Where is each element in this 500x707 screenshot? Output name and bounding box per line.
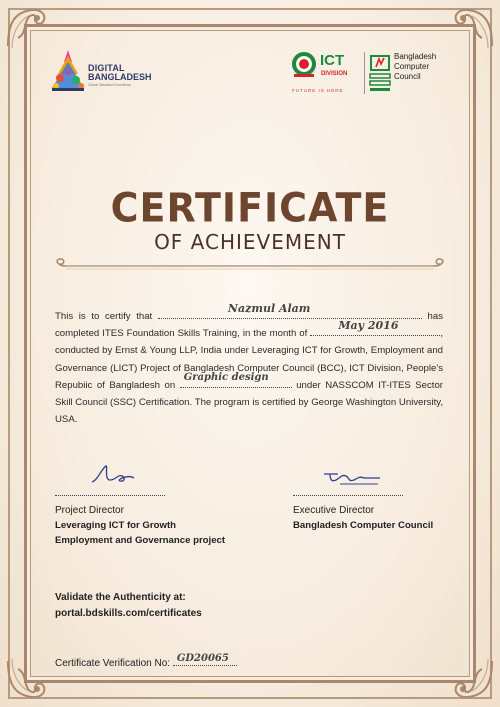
validation-label: Validate the Authenticity at: [55,592,186,603]
corner-ornament-bottom-left [4,657,50,703]
validation-url[interactable]: portal.bdskills.com/certificates [55,608,202,619]
db-logo-line1: DIGITAL [88,63,125,73]
closing-text: under NASSCOM IT-ITES Sector Skill Council (SSC) Certification. The program is certified by George Washington University, USA. [55,379,443,426]
bcc-line1: Bangladesh [394,52,437,61]
course-field [180,371,292,388]
right-signature-line [293,495,403,496]
project-director-line1: Leveraging ICT for Growth [55,520,176,531]
certificate-title: CERTIFICATE [110,184,390,232]
ict-logo-name: ICT [320,52,345,69]
executive-director-title: Executive Director [293,505,375,516]
verification-field [173,655,237,666]
corner-ornament-top-left [4,4,50,50]
digital-bangladesh-logo [48,48,158,98]
db-logo-tagline: Global Standard Excellence [88,83,132,87]
left-signature-line [55,495,165,496]
project-director-signature [88,462,138,488]
ornamental-divider [52,257,448,275]
bcc-logo [368,52,458,98]
logo-separator [364,52,365,94]
government-emblem-icon [290,50,318,80]
certificate-body [55,301,444,428]
colorful-tree-icon [48,48,88,96]
conducted-text: , conducted by Ernst & Young LLP, India under Leveraging ICT for Growth, Employment and Governance (LICT) Project of Bangladesh Computer Council (BCC), ICT Division, People's Repubiic of Bangladesh on [55,328,443,391]
executive-director-line1: Bangladesh Computer Council [293,520,434,531]
verification-number: GD20065 [176,653,229,664]
bcc-logo-text [394,52,436,82]
completion-month: May 2016 [338,319,399,332]
ict-division-logo [290,50,360,98]
corner-ornament-top-right [450,4,496,50]
project-director-title: Project Director [55,505,124,516]
corner-ornament-bottom-right [450,657,496,703]
executive-director-signature [320,468,384,488]
recipient-name: Nazmul Alam [227,301,311,315]
course-name: Graphic design [183,371,269,383]
computer-icon [368,52,392,92]
ict-logo-tagline: FUTURE IS HERE [292,88,344,93]
body-paragraph [55,301,444,428]
ict-logo-sub: DIVISION [321,71,348,77]
project-director-line2: Employment and Governance project [55,535,226,546]
completed-line: completed ITES Foundation Skills Training, in the month of [55,328,308,340]
bcc-line2: Computer [394,62,430,71]
certify-prefix: This is to certify that [55,311,153,322]
certificate-subtitle: OF ACHIEVEMENT [154,230,346,254]
has-word: has [427,311,444,322]
verification-label: Certificate Verification No: [55,658,171,669]
verification-row [55,655,237,669]
month-field [310,319,440,336]
bcc-line3: Council [394,72,421,81]
db-logo-line2: BANGLADESH [88,72,152,82]
